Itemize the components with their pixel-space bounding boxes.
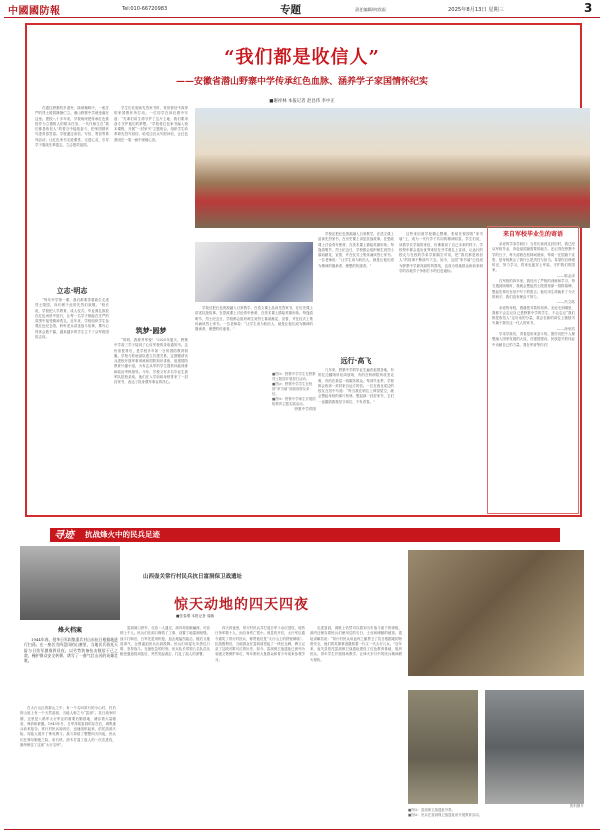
history-byline: ■张春增 本报记者 周鹏 bbox=[176, 614, 215, 618]
sidebar-signature: ——陈金泽 bbox=[556, 273, 575, 278]
page-number: 3 bbox=[584, 1, 593, 15]
section-head-3: 远行·高飞 bbox=[340, 357, 372, 365]
paragraph: 富洞洞口狭窄，仅容一人通过，洞内却宽敞幽深，可容纳上千人。民兵们在洞口修筑了工事，设置了地雷和暗堡。战斗打响后，日军先是用机枪、迫击炮猛烈轰击，随后又施放毒气，企图逼迫民兵出洞投降。民兵们用湿毛巾捂住口鼻，坚持战斗。在最危急的时刻，民兵队长带领几名队员从秘密通道绕到敌后，突然发起袭击，打乱了敌人的部署。 bbox=[120, 626, 210, 657]
history-title: 惊天动地的四天四夜 bbox=[174, 597, 309, 613]
history-col3 bbox=[215, 626, 305, 824]
editor-credit: 责任编辑/何欣雨 bbox=[355, 7, 386, 12]
feature-col3-body2 bbox=[318, 368, 394, 510]
feature-col2b-body bbox=[195, 306, 313, 368]
header-rule bbox=[4, 17, 600, 18]
feature-title: “我们都是收信人” bbox=[224, 47, 380, 68]
section-name: 专题 bbox=[280, 4, 301, 16]
archive-title: 烽火档案 bbox=[57, 627, 82, 634]
paragraph: 几年来，野寨中学的毕业生遍布祖国各地，有的在边疆哨所站岗放哨，有的在科研院所攻坚克难，有的在基层一线服务群众。每到毕业季，学校都会收到一封封来自远方的信。一位在西北戍边的校友在信中写道：“每当我在哨位上仰望星空，就会想起母校的那片松林，想起那一封封家书，它们一直激励着我坚守岗位、不负青春。” bbox=[318, 368, 394, 404]
caption-1: ■图①：富洞保卫战遗址外景。 bbox=[408, 808, 455, 812]
photo-credit: 野寨中学供图 bbox=[294, 407, 316, 411]
feature-col1-body bbox=[35, 298, 109, 510]
sidebar-paragraph: 亲爱的母校，感谢您对我的培养。无论走到哪里，我都不会忘记自己是野寨中学的学生，不会忘记“我们都是收信人”这句话的分量。我会在新的岗位上继续书写属于我们这一代人的家书。 bbox=[492, 305, 575, 326]
photo-students-reading-letters bbox=[195, 242, 313, 302]
section-head-2: 筑梦·圆梦 bbox=[135, 327, 167, 335]
photo-cave-site bbox=[408, 550, 584, 676]
sidebar-signature: ——冯文皓 bbox=[556, 300, 575, 305]
feature-col3-body bbox=[318, 232, 394, 352]
sidebar-paragraph: 在军校的四年里，我经历了严格的训练和学习，每当遇到困难时，我就会想起烈士陵园里那一排排墓碑，想起先辈们在信中写下的誓言。他们用生命换来了今天的和平，我们没有理由不努力。 bbox=[492, 279, 575, 299]
telephone: Tel:010-66720983 bbox=[122, 6, 168, 12]
history-tag: 寻迹 bbox=[54, 530, 74, 541]
photo-cave-entrance bbox=[485, 690, 584, 804]
issue-date: 2025年8月13日 星期三 bbox=[448, 7, 504, 13]
caption-2: ■图②：野寨中学学生在校园“家书墙”前阅读校友来信。 bbox=[272, 382, 313, 396]
feature-col1-intro bbox=[35, 106, 109, 281]
photo1-caption-area bbox=[195, 232, 313, 238]
sidebar-paragraph: 学弟学妹们，青春是用来奋斗的。愿你们把个人理想融入国家发展的大局，在强国建设、民族复兴的伟业中贡献自己的力量。我在军营等你们！ bbox=[492, 332, 575, 347]
history-captions bbox=[408, 808, 584, 818]
paragraph: 学生们在阅读先烈家书时，常常被信中真挚的家国情怀所打动。一位同学在读后感中写道：“先辈们用生命守护了这片土地，我们要用奋斗守护他们的梦想。”学校将红色家书编入校本课程，开展“一封家书”主题班会，组织学生给革命先烈写回信、给戍边官兵写慰问信，让红色基因在一笔一画中深植心田。 bbox=[114, 106, 188, 142]
section-head-1: 立志·明志 bbox=[56, 287, 88, 295]
photo-militia-group bbox=[408, 690, 478, 804]
footer-rule bbox=[4, 829, 600, 830]
sidebar-body bbox=[492, 242, 575, 510]
paragraph: “每年开学第一课，我们都要带着新生走进烈士陵园，向长眠于此的先烈们致敬。”校长说，学校把入学教育、成人仪式、毕业典礼都放在红色场馆中进行，让每一名学子都能在庄严的氛围中接受精神洗礼。近年来，学校组织学生参观红色纪念馆，聆听老兵讲述战斗故事，撰写心得体会数千篇，越来越多的学生立下了从军报国的志向。 bbox=[35, 298, 109, 340]
feature-byline: ■谢祥林 本报记者 赵昌伟 李中正 bbox=[269, 99, 335, 104]
history-col4 bbox=[310, 626, 402, 824]
sidebar-title: 来自军校毕业生的寄语 bbox=[502, 231, 563, 238]
feature-subtitle: ——安徽省潜山野寨中学传承红色血脉、涵养学子家国情怀纪实 bbox=[175, 77, 428, 87]
feature-col4-body bbox=[399, 232, 483, 510]
caption-1: ■图①：野寨中学学生在野寨烈士陵园开展祭扫活动。 bbox=[272, 372, 316, 381]
sidebar-signature: ——徐荣浩 bbox=[556, 326, 575, 331]
caption-2: ■图②：民兵在富洞保卫战遗址前开展教育活动。 bbox=[408, 813, 483, 817]
feature-col-extra bbox=[195, 372, 267, 510]
feature-col2-body bbox=[114, 106, 188, 310]
paragraph: 在太行山区的群山之中，有一个名叫常行的小山村，村后的山崖上有一个天然溶洞，当地人称之为“富洞”。抗日战争时期，这里是八路军太行军区的重要后勤基地，储存着大量粮食、弹药和被服。1943年冬，日军得知富洞的存在后，调集重兵前来抢夺。常行村民兵闻讯后，迅速组织起来，依托溶洞天险，同敌人展开了殊死搏斗。战斗持续了整整四天四夜，民兵们在弹尽粮绝之际，用石块、滚木打退了敌人的一次次进攻，最终保住了这座“太行宝库”。 bbox=[20, 706, 116, 748]
paragraph: 四天四夜里，常行村民兵共打退日军十余次进攻，毙伤日伪军数十人，而自身伤亡很小。消息传开后，太行军区通令嘉奖了常行村民兵，称赞他们是“太行山上的铁壁铜墙”。抗战胜利后，当地群众在富洞前竖起了一块纪念碑，碑文记录了这段可歌可泣的历史。如今，富洞保卫战遗址已被列为省级文物保护单位，每年都有大批群众和青少年前来参观学习。 bbox=[215, 626, 305, 662]
history-band-title: 抗战烽火中的民兵足迹 bbox=[85, 530, 160, 539]
newspaper-logo: 中國國防報 bbox=[8, 6, 61, 17]
paragraph: 学校还把红色资源融入日常教学，在语文课上品读先烈家书，在历史课上讲述抗战故事，在思政课上讨论青年使命，在美术课上描绘英雄形象。每逢清明节、烈士纪念日，学校都会组织师生到烈士墓前献花、宣誓，并在仪式上集体诵读烈士家书。一位老师说：“让学生成为收信人，就是让他们成为精神的继承者、理想的传递者。” bbox=[318, 232, 394, 268]
photo-captions bbox=[272, 372, 316, 412]
archive-text bbox=[24, 637, 118, 701]
sidebar-paragraph: 亲爱的学弟学妹们：当你们读到这封信时，我已经从军校毕业，奔赴祖国最需要的地方。还记得在野寨中学的日子，每天清晨在松林间晨读，每周一在国旗下宣誓，是母校教会了我什么是责任与担当。希望你们珍惜时光，努力学习，将来也能穿上军装，守护我们的国家。 bbox=[492, 242, 575, 273]
history-credit: 资料图片 bbox=[569, 804, 584, 808]
archive-photo bbox=[20, 546, 120, 620]
history-col1 bbox=[20, 706, 116, 824]
paragraph: 在通往野寨的乡道旁，绿荫掩映中，一座庄严的烈士陵园静静伫立。潜山野寨中学就坐落在这里。建校八十多年来，学校始终把传承红色基因作为立德树人的根本任务，一代代师生在“我们都是收信人”的誓言中接续奋斗，把家国情怀写进青春答卷。学校通过读信、写信、寄信等系列活动，让红色家书走进课堂、走进心灵，引导学子赓续先辈遗志，立志报效祖国。 bbox=[35, 106, 109, 148]
photo-students-at-cemetery bbox=[195, 108, 590, 228]
paragraph: 学校还把红色资源融入日常教学，在语文课上品读先烈家书，在历史课上讲述抗战故事，在思政课上讨论青年使命，在美术课上描绘英雄形象。每逢清明节、烈士纪念日，学校都会组织师生到烈士墓前献花、宣誓，并在仪式上集体诵读烈士家书。一位老师说：“让学生成为收信人，就是让他们成为精神的继承者、理想的传递者。” bbox=[195, 306, 313, 332]
paragraph: “妈妈，我要考军校！”2025年夏天，野寨中学高三学子接到了心仪军校的录取通知书。这份喜悦背后，是学校多年如一日的国防教育积累。学校与驻地部队建立共建关系，定期邀请官兵进校开展军事训练和国防知识讲座，组建国防教育兴趣小组，为有志从军的学生提供体能训练和政治考核指导。今年，学校又有多名毕业生被军队院校录取，他们在入学前给母校寄来了一封封家书，表达了投身强军事业的决心。 bbox=[114, 338, 188, 385]
history-subtitle: 山西壶关常行村民兵抗日富洞保卫战遗址 bbox=[143, 574, 243, 580]
page-header bbox=[0, 0, 604, 17]
paragraph: 走进富洞，洞壁上仍然可以看到当年战斗留下的弹痕，洞内还保存着民兵们使用过的石臼、土灶和储粮的地窖。遗址讲解员说：“常行村民兵用血肉之躯捍卫了抗日根据地的物资安全，他们的英雄事迹激励着一代又一代太行儿女。”近年来，壶关县依托富洞保卫战遗址建设了红色教育基地，组织民兵、青年学生开展现场教学，让烽火岁月中的民兵精神薪火相传。 bbox=[310, 626, 402, 662]
paragraph: 这些来信被学校精心整理，张贴在校园的“家书墙”上，成为一代代学子共同的精神财富。学生们说，读着学长学姐的来信，仿佛看到了自己未来的样子。学校每年都会选出优秀来信在开学典礼上宣读，让远行的校友与在校的学弟学妹隔空对话，把“我们都是收信人”的故事不断续写下去。如今，这面“家书墙”已经成为野寨中学最亮丽的风景线，也成为驻地群众和前来研学的各地学子争相打卡的红色地标。 bbox=[399, 232, 483, 274]
history-col2 bbox=[120, 626, 210, 824]
caption-3: ■图③：野寨中学师生开展国防教育主题实践活动。 bbox=[272, 397, 316, 406]
feature-col2-body2 bbox=[114, 338, 188, 510]
paragraph: 1944年春，侵华日军纠集重兵对山东抗日根据地进行扫荡。在一座名为四盘冈的山寨里，当地民兵依托天险与日伪军激战四昼夜，以劣势装备抗击数倍于己之敌，掩护群众安全转移，谱写了一曲气壮山河的英雄壮歌。 bbox=[24, 637, 118, 664]
